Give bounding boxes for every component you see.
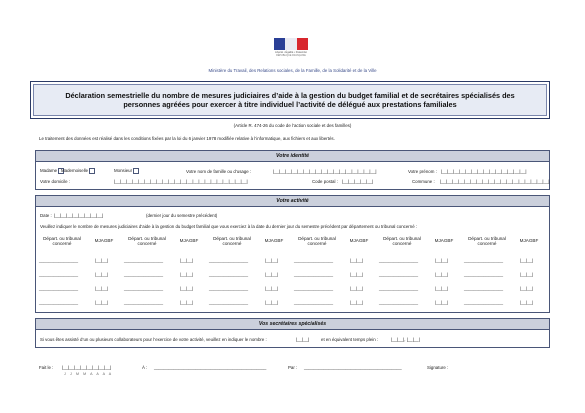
department-field[interactable]: ________________ [294, 258, 334, 263]
department-field[interactable]: ________________ [124, 286, 164, 291]
fte-label: et en équivalent temps plein : [321, 337, 379, 342]
column-header-department: Départ. ou tribunal concerné [128, 236, 166, 247]
department-field[interactable]: ________________ [294, 286, 334, 291]
mjagbf-count-field[interactable]: |__|__| [520, 286, 534, 291]
mademoiselle-option[interactable] [61, 168, 95, 174]
form-title-box [30, 81, 550, 119]
postal-code-label: Code postal : [312, 179, 338, 184]
lastname-label: Votre nom de famille ou d’usage : [186, 169, 252, 174]
mjagbf-count-field[interactable]: |__|__| [350, 300, 364, 305]
column-header-department: Départ. ou tribunal concerné [383, 236, 421, 247]
firstname-field[interactable]: |__|__|__|__|__|__|__|__|__|__|__|__|__|__| [441, 169, 527, 174]
postal-code-field[interactable]: |__|__|__|__|__| [342, 179, 374, 184]
department-field[interactable]: ________________ [294, 300, 334, 305]
department-field[interactable]: ________________ [124, 300, 164, 305]
secretaries-heading: Vos secrétaires spécialisés [36, 319, 549, 330]
date-label: Date : [40, 213, 52, 218]
mjagbf-count-field[interactable]: |__|__| [520, 258, 534, 263]
firstname-label: Votre prénom : [408, 169, 437, 174]
done-date-field[interactable]: |__|__|__|__|__|__|__|__| [62, 365, 112, 370]
mjagbf-count-field[interactable]: |__|__| [180, 258, 194, 263]
department-field[interactable]: ________________ [464, 258, 504, 263]
place-field[interactable]: ______________________________________________ [154, 365, 267, 370]
data-protection-notice: Le traitement des données est réalisé dans les conditions fixées par la loi du 6 janvier 1978 modifiée relative à l’informatique, aux fichiers et aux libertés. [39, 136, 335, 141]
column-header-mjagbf: MJAGBF [264, 238, 284, 243]
mjagbf-count-field[interactable]: |__|__| [350, 272, 364, 277]
mjagbf-count-field[interactable]: |__|__| [350, 286, 364, 291]
mjagbf-count-field[interactable]: |__|__| [520, 300, 534, 305]
department-field[interactable]: ________________ [209, 286, 249, 291]
mjagbf-count-field[interactable]: |__|__| [180, 272, 194, 277]
department-field[interactable]: ________________ [379, 300, 419, 305]
article-reference: (Article R. 474-26 du code de l’action sociale et des familles) [233, 123, 352, 128]
mjagbf-count-field[interactable]: |__|__| [350, 258, 364, 263]
madame-label: Madame [40, 168, 58, 174]
logo-republique: RÉPUBLIQUE FRANÇAISE [276, 53, 306, 57]
mjagbf-count-field[interactable]: |__|__| [180, 286, 194, 291]
mjagbf-count-field[interactable]: |__|__| [95, 300, 109, 305]
mjagbf-count-field[interactable]: |__|__| [435, 300, 449, 305]
address-label: Votre domicile : [40, 179, 71, 184]
form-title: Déclaration semestrielle du nombre de mesures judiciaires d’aide à la gestion du budget familial et de secrétaires spécialisés des personnes agréées pour exercer à titre individuel l’activité de délégué aux prestations familiales [33, 84, 547, 116]
department-field[interactable]: ________________ [124, 258, 164, 263]
column-header-department: Départ. ou tribunal concerné [43, 236, 81, 247]
department-field[interactable]: ________________ [464, 300, 504, 305]
department-field[interactable]: ________________ [39, 300, 79, 305]
commune-field[interactable]: |__|__|__|__|__|__|__|__|__|__|__|__|__|__|__|__|__|__| [440, 179, 550, 184]
mademoiselle-checkbox[interactable] [89, 168, 95, 174]
mademoiselle-label: Mademoiselle [61, 168, 89, 174]
mjagbf-count-field[interactable]: |__|__| [265, 286, 279, 291]
mjagbf-count-field[interactable]: |__|__| [95, 286, 109, 291]
department-field[interactable]: ________________ [464, 272, 504, 277]
column-header-department: Départ. ou tribunal concerné [468, 236, 506, 247]
date-field[interactable]: |__|__|__|__|__|__|__|__| [54, 213, 104, 218]
mjagbf-count-field[interactable]: |__|__| [520, 272, 534, 277]
monsieur-checkbox[interactable] [133, 168, 139, 174]
place-label: À : [142, 365, 148, 370]
department-field[interactable]: ________________ [209, 258, 249, 263]
mjagbf-count-field[interactable]: |__|__| [95, 258, 109, 263]
department-field[interactable]: ________________ [379, 258, 419, 263]
department-field[interactable]: ________________ [39, 272, 79, 277]
mjagbf-count-field[interactable]: |__|__| [265, 258, 279, 263]
monsieur-option[interactable] [114, 168, 139, 174]
department-field[interactable]: ________________ [39, 286, 79, 291]
department-field[interactable]: ________________ [39, 258, 79, 263]
department-field[interactable]: ________________ [124, 272, 164, 277]
department-field[interactable]: ________________ [379, 272, 419, 277]
department-field[interactable]: ________________ [294, 272, 334, 277]
secretaries-question: Si vous êtes assisté d’un ou plusieurs collaborateurs pour l’exercice de votre activité, veuillez en indiquer le nombre : [40, 337, 267, 342]
address-field[interactable]: |__|__|__|__|__|__|__|__|__|__|__|__|__|__|__|__|__|__|__|__|__|__| [114, 179, 248, 184]
date-format-hint: J J M M A A A A [64, 372, 113, 376]
lastname-field[interactable]: |__|__|__|__|__|__|__|__|__|__|__|__|__|__|__|__|__| [273, 169, 377, 174]
activity-instruction: Veuillez indiquer le nombre de mesures judiciaires d’aide à la gestion du budget familial que vous exerciez à la date du dernier jour du semestre précédent par département ou tribunal concerné : [40, 224, 418, 229]
column-header-mjagbf: MJAGBF [94, 238, 114, 243]
flag-icon [274, 38, 308, 50]
column-header-department: Départ. ou tribunal concerné [213, 236, 251, 247]
column-header-mjagbf: MJAGBF [519, 238, 539, 243]
mjagbf-count-field[interactable]: |__|__| [265, 272, 279, 277]
column-header-department: Départ. ou tribunal concerné [298, 236, 336, 247]
column-header-mjagbf: MJAGBF [179, 238, 199, 243]
column-header-mjagbf: MJAGBF [434, 238, 454, 243]
mjagbf-count-field[interactable]: |__|__| [435, 258, 449, 263]
secretaries-count-field[interactable]: |__|__| [296, 337, 310, 342]
ministry-name: Ministère du Travail, des Relations sociales, de la Famille, de la Solidarité et de la Ville [208, 68, 377, 73]
mjagbf-count-field[interactable]: |__|__| [180, 300, 194, 305]
mjagbf-count-field[interactable]: |__|__| [435, 272, 449, 277]
department-field[interactable]: ________________ [209, 300, 249, 305]
mjagbf-count-field[interactable]: |__|__| [265, 300, 279, 305]
done-label: Fait le : [39, 365, 54, 370]
logo-motto: Liberté • Égalité • Fraternité [275, 51, 307, 54]
secretaries-section [35, 318, 550, 348]
department-field[interactable]: ________________ [464, 286, 504, 291]
department-field[interactable]: ________________ [209, 272, 249, 277]
mjagbf-count-field[interactable]: |__|__| [95, 272, 109, 277]
by-field[interactable]: ________________________________________ [304, 365, 402, 370]
activity-heading: Votre activité [36, 196, 549, 207]
identity-heading: Votre identité [36, 151, 549, 162]
identity-section [35, 150, 550, 190]
by-label: Par : [288, 365, 298, 370]
commune-label: Commune : [412, 179, 435, 184]
column-header-mjagbf: MJAGBF [349, 238, 369, 243]
monsieur-label: Monsieur [114, 168, 133, 174]
activity-section [35, 195, 550, 313]
republique-francaise-logo [270, 38, 312, 62]
fte-field[interactable]: |__|__|, |__|__| [391, 337, 420, 342]
mjagbf-count-field[interactable]: |__|__| [435, 286, 449, 291]
department-field[interactable]: ________________ [379, 286, 419, 291]
date-note: (dernier jour du semestre précédent) [146, 213, 218, 218]
signature-label: Signature : [427, 365, 449, 370]
